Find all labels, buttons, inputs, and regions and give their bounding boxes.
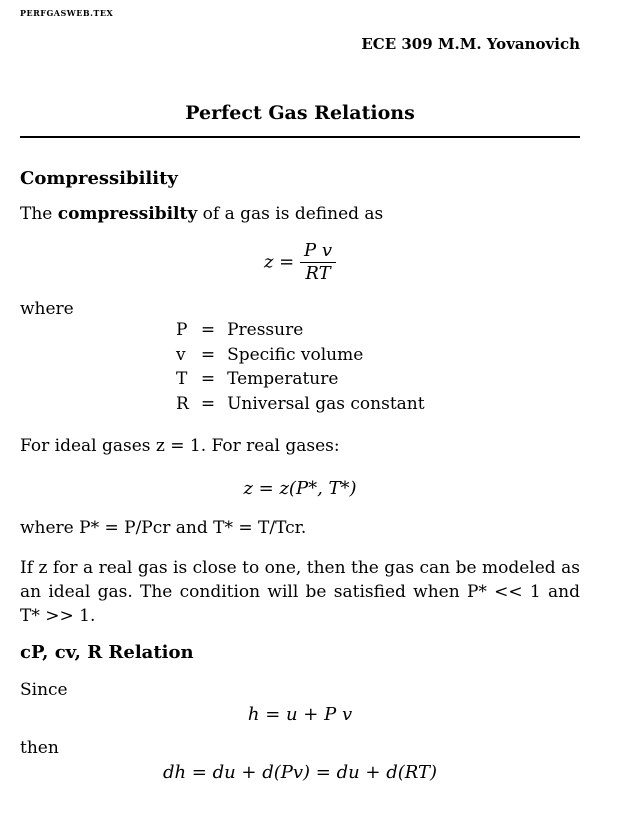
since-label: Since — [20, 680, 68, 700]
equation-numerator: P v — [300, 240, 336, 263]
ideal-gas-sentence: For ideal gases z = 1. For real gases: — [20, 436, 340, 456]
equation-denominator: RT — [305, 263, 331, 284]
definition-row — [170, 392, 431, 417]
definition-symbol: R — [176, 393, 189, 414]
section-heading-compressibility: Compressibility — [20, 168, 178, 189]
then-label: then — [20, 738, 59, 758]
page-title: Perfect Gas Relations — [185, 102, 415, 124]
section-heading-relation: cP, cv, R Relation — [20, 642, 194, 663]
definition-equals: = — [200, 393, 216, 414]
definition-meaning: Specific volume — [227, 344, 364, 365]
definition-equals: = — [200, 344, 216, 365]
file-name: PERFGASWEB.TEX — [20, 8, 114, 18]
definition-row — [170, 367, 431, 392]
definition-row — [170, 318, 431, 343]
where-label: where — [20, 299, 74, 319]
title-rule — [20, 136, 580, 138]
definitions-table — [170, 318, 431, 416]
equation-lhs: z = — [263, 251, 295, 273]
compressibility-equation — [0, 240, 600, 285]
definition-meaning: Universal gas constant — [227, 393, 425, 414]
enthalpy-differential-equation: dh = du + d(Pv) = du + d(RT) — [162, 762, 438, 783]
definition-row — [170, 343, 431, 368]
enthalpy-equation: h = u + P v — [247, 704, 353, 725]
course-header: ECE 309 M.M. Yovanovich — [361, 35, 580, 53]
definition-equals: = — [200, 369, 216, 389]
reduced-properties-sentence: where P* = P/Pcr and T* = T/Tcr. — [20, 518, 307, 538]
definition-equals: = — [200, 320, 216, 340]
definition-meaning: Pressure — [227, 320, 304, 340]
real-gas-equation: z = z(P*, T*) — [243, 478, 357, 499]
definition-symbol: P — [176, 320, 188, 340]
compressibility-intro: The compressibilty of a gas is defined as — [20, 204, 384, 224]
ideal-condition-paragraph: If z for a real gas is close to one, then the gas can be modeled as an ideal gas. The condition will be satisfied when P* << 1 and T* >> 1. — [20, 558, 580, 626]
equation-fraction — [300, 240, 336, 285]
definition-meaning: Temperature — [227, 369, 339, 389]
definition-symbol: v — [176, 344, 186, 365]
definition-symbol: T — [176, 369, 188, 389]
